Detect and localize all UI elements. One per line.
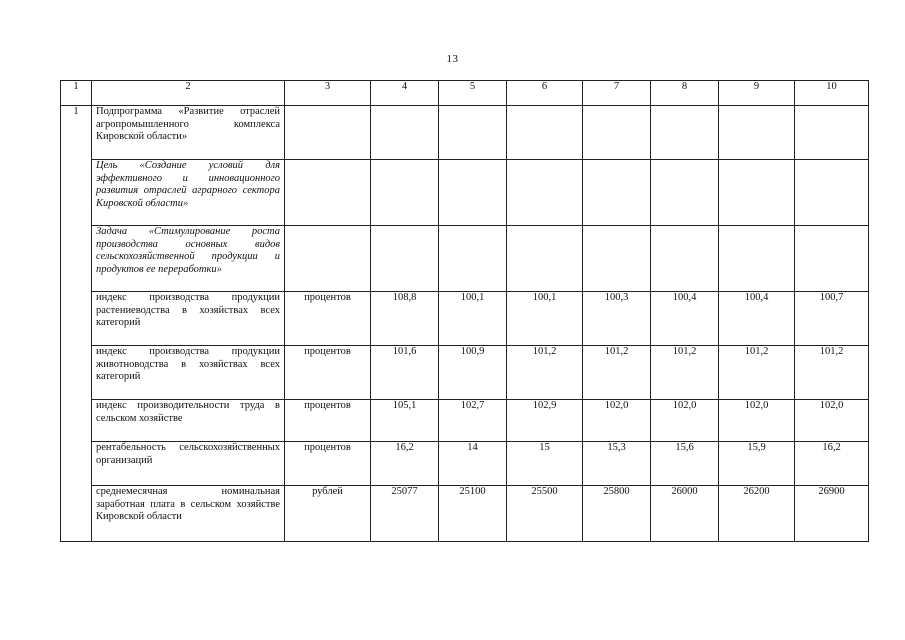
indicator-value: 26000 [651,486,719,542]
task-row [61,226,869,292]
page-number: 13 [446,53,459,65]
subprogram-title: Подпрограмма «Развитие отраслей агропромышленного комплекса Кировской области» [92,106,285,160]
header-cell: 3 [285,81,371,106]
indicator-name: среднемесячная номинальная заработная плата в сельском хозяйстве Кировской области [92,486,285,542]
indicator-value: 26200 [719,486,795,542]
header-cell: 7 [583,81,651,106]
indicator-name: индекс производительности труда в сельском хозяйстве [92,400,285,442]
indicators-table [60,80,869,542]
indicator-value: 101,2 [583,346,651,400]
indicator-name: индекс производства продукции животноводства в хозяйствах всех категорий [92,346,285,400]
indicator-value: 14 [439,442,507,486]
indicator-value: 25500 [507,486,583,542]
indicator-value: 101,2 [507,346,583,400]
indicator-value: 102,0 [719,400,795,442]
indicator-row [61,486,869,542]
indicator-value: 102,7 [439,400,507,442]
indicator-value: 100,1 [507,292,583,346]
indicator-unit: процентов [285,442,371,486]
indicator-value: 16,2 [371,442,439,486]
indicator-value: 101,2 [651,346,719,400]
indicator-row [61,442,869,486]
indicator-value: 100,4 [719,292,795,346]
indicator-value: 25077 [371,486,439,542]
indicator-value: 101,2 [719,346,795,400]
goal-row [61,160,869,226]
header-cell: 10 [795,81,869,106]
indicator-value: 26900 [795,486,869,542]
header-cell: 1 [61,81,92,106]
indicator-value: 100,9 [439,346,507,400]
indicator-value: 100,3 [583,292,651,346]
indicator-row [61,400,869,442]
indicator-unit: процентов [285,346,371,400]
indicator-value: 102,0 [651,400,719,442]
indicator-value: 101,6 [371,346,439,400]
indicator-value: 105,1 [371,400,439,442]
indicator-row [61,292,869,346]
indicator-value: 15 [507,442,583,486]
indicator-value: 108,8 [371,292,439,346]
header-cell: 9 [719,81,795,106]
header-row [61,81,869,106]
subprogram-row [61,106,869,160]
header-cell: 5 [439,81,507,106]
indicator-unit: процентов [285,292,371,346]
indicator-value: 15,9 [719,442,795,486]
indicator-value: 15,6 [651,442,719,486]
indicator-value: 100,1 [439,292,507,346]
header-cell: 4 [371,81,439,106]
indicator-row [61,346,869,400]
indicator-value: 25800 [583,486,651,542]
indicator-value: 25100 [439,486,507,542]
goal-text: Цель «Создание условий для эффективного и инновационного развития отраслей аграрного сектора Кировской области» [92,160,285,226]
indicator-value: 102,0 [795,400,869,442]
indicator-unit: рублей [285,486,371,542]
header-cell: 2 [92,81,285,106]
indicator-value: 100,7 [795,292,869,346]
indicator-value: 15,3 [583,442,651,486]
indicator-value: 102,9 [507,400,583,442]
indicator-value: 16,2 [795,442,869,486]
task-text: Задача «Стимулирование роста производства основных видов сельскохозяйственной продукции и продуктов ее переработки» [92,226,285,292]
indicator-value: 102,0 [583,400,651,442]
header-cell: 8 [651,81,719,106]
indicator-value: 101,2 [795,346,869,400]
indicator-name: индекс производства продукции растениеводства в хозяйствах всех категорий [92,292,285,346]
indicator-name: рентабельность сельскохозяйственных организаций [92,442,285,486]
indicator-value: 100,4 [651,292,719,346]
row-number: 1 [61,106,92,542]
header-cell: 6 [507,81,583,106]
indicator-unit: процентов [285,400,371,442]
